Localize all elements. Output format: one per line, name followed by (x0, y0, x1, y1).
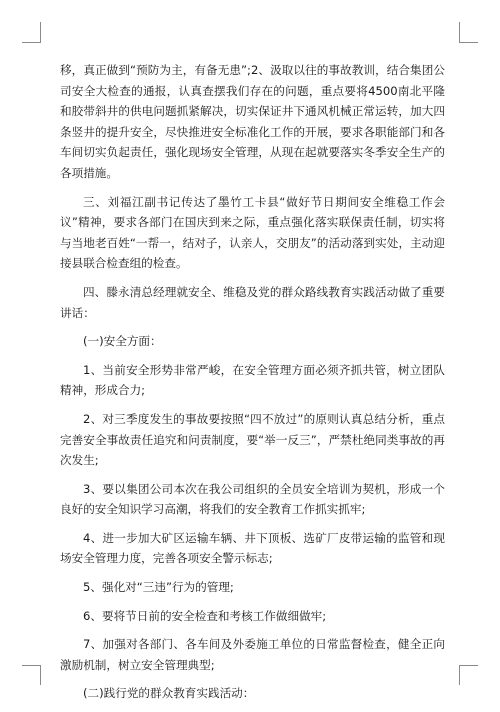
subheading-safety: (一)安全方面： (83, 334, 162, 349)
list-item-2: 2、对三季度发生的事故要按照“四不放过”的原则认真总结分析，重点完善安全事故责任追究和问责制度，要“举一反三”，严禁杜绝同类事故的再次发生; (60, 411, 445, 468)
list-item-7: 7、加强对各部门、各车间及外委施工单位的日常监督检查，健全正向激励机制，树立安全管理典型; (60, 637, 445, 672)
crop-mark-top-left-v (40, 22, 41, 42)
crop-mark-top-right-v (459, 22, 460, 42)
paragraph-continued: 移，真正做到“预防为主，有备无患”;2、汲取以往的事故教训，结合集团公司安全大检查的通报，认真查摆我们存在的问题，重点要将4500南北平隆和胶带斜井的供电问题抓紧解决，切实保证井下通风机械正常运转，加大四条竖井的提升安全，尽快推进安全标准化工作的开展，要求各职能部门和各车间切实负起责任，强化现场安全管理，从现在起就要落实冬季安全生产的各项措施。 (60, 63, 445, 180)
list-item-1: 1、当前安全形势非常严峻，在安全管理方面必须齐抓共管，树立团队精神，形成合力; (60, 362, 445, 398)
list-item-6: 6、要将节日前的安全检查和考核工作做细做牢; (83, 608, 327, 623)
document-body (60, 60, 445, 712)
crop-mark-top-right-h (459, 42, 478, 43)
list-item-3: 3、要以集团公司本次在我公司组织的全员安全培训为契机，形成一个良好的安全知识学习高潮，将我们的安全教育工作抓实抓牢; (60, 481, 445, 517)
crop-mark-top-left-h (22, 42, 41, 43)
list-item-4: 4、进一步加大矿区运输车辆、井下顶板、选矿厂皮带运输的监管和现场安全管理力度，完善各项安全警示标志; (60, 530, 445, 566)
crop-mark-bottom-right-h (459, 665, 478, 666)
crop-mark-bottom-left-h (22, 665, 41, 666)
crop-mark-bottom-right-v (459, 665, 460, 685)
subheading-party-activity: (二)践行党的群众教育实践活动： (83, 686, 255, 701)
crop-mark-bottom-left-v (40, 665, 41, 685)
paragraph-section-three: 三、刘福江副书记传达了墨竹工卡县“做好节日期间安全维稳工作会议”精神，要求各部门在国庆到来之际，重点强化落实联保责任制，切实将与当地老百姓“一帮一，结对子，认亲人，交朋友”的活动落到实处，主动迎接县联合检查组的检查。 (60, 194, 445, 271)
paragraph-section-four: 四、滕永清总经理就安全、维稳及党的群众路线教育实践活动做了重要讲话： (60, 284, 445, 320)
list-item-5: 5、强化对“三违”行为的管理; (83, 580, 234, 595)
